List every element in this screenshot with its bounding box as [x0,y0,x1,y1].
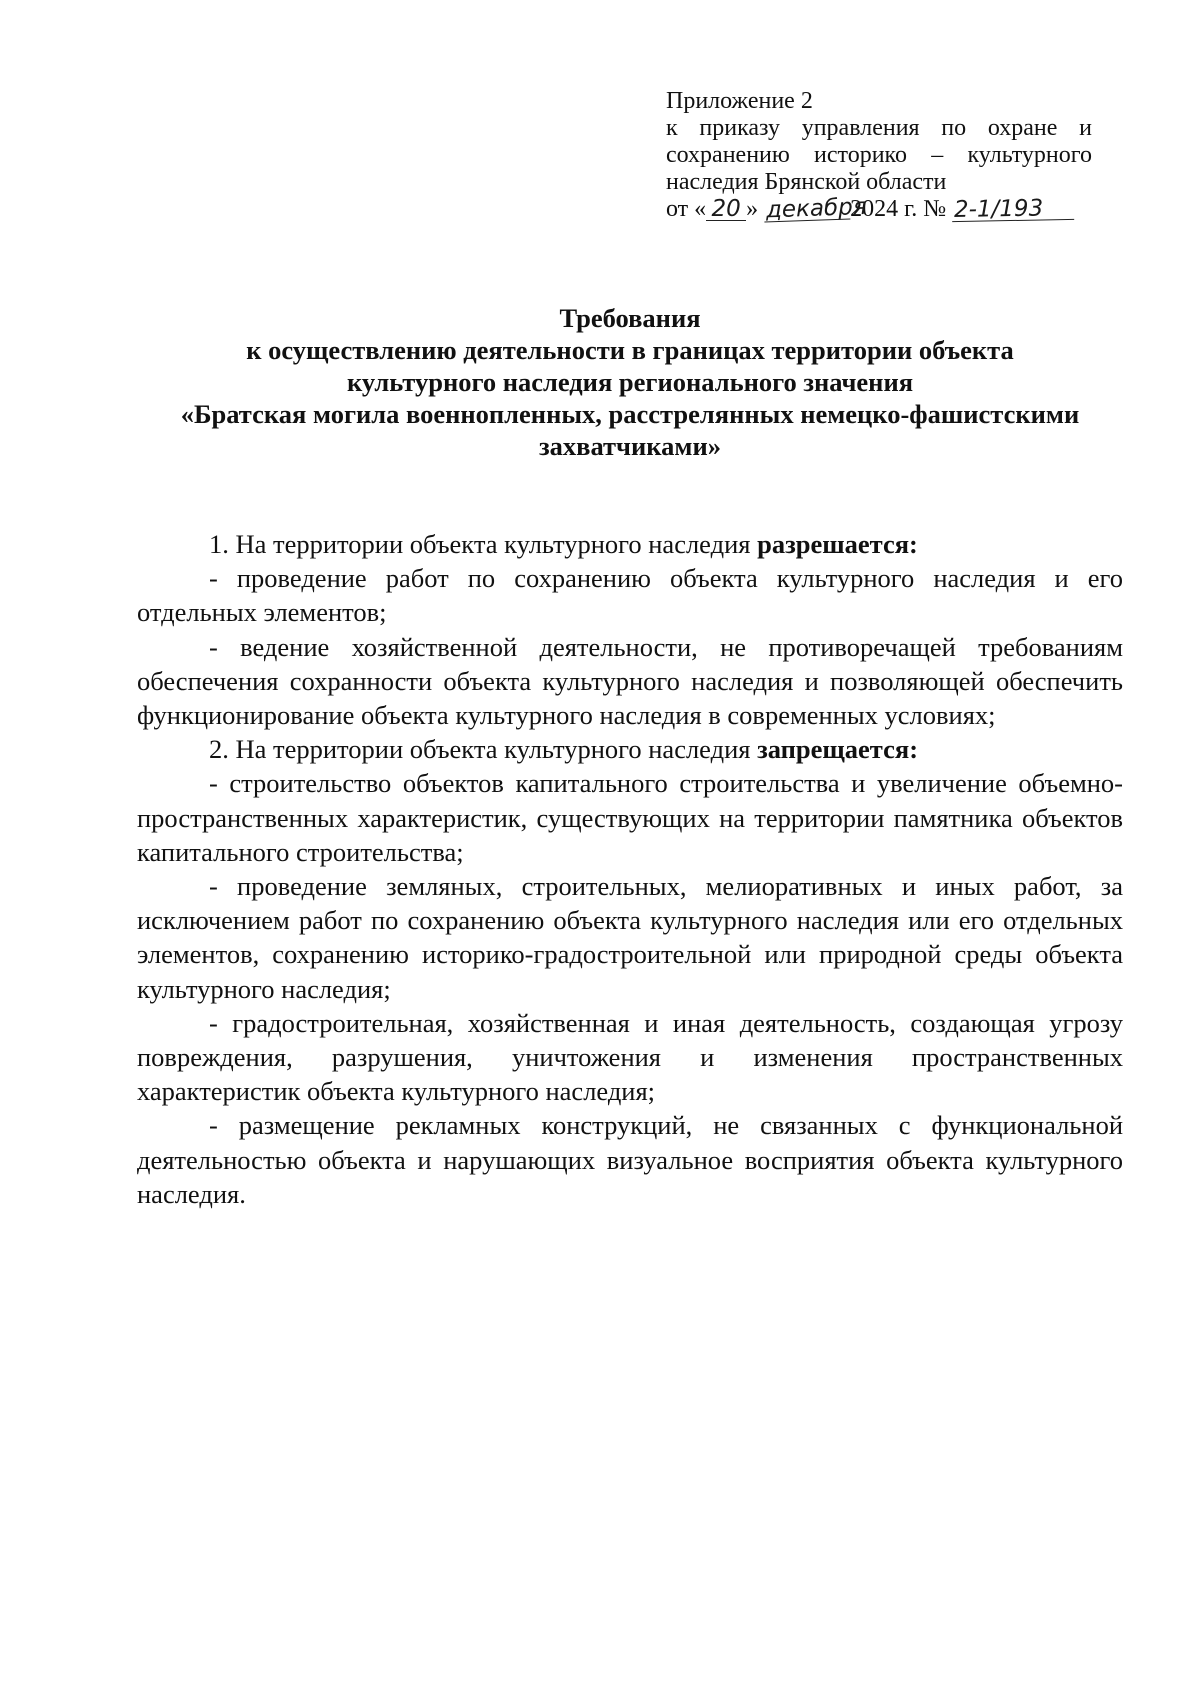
date-year: 2024 г. № [850,196,947,222]
appendix-line-1: к приказу управления по охране и [666,115,1092,141]
title-line-1: Требования [559,303,701,333]
section-1-heading-bold: разрешается: [757,529,918,559]
section-2-heading-bold: запрещается: [757,734,919,765]
handwritten-order-number: 2-1/193 [952,197,1074,222]
section-2-item-4: - размещение рекламных конструкций, не связанных с функциональной деятельностью объекта и нарушающих визуальное восприятия объекта культурного наследия. [137,1110,1123,1209]
handwritten-month: декабря [765,193,868,224]
title-line-2: к осуществлению деятельности в границах территории объекта [246,335,1014,365]
title-line-4: «Братская могила военнопленных, расстрелянных немецко-фашистскими [180,399,1080,429]
section-2-item-2: - проведение земляных, строительных, мелиоративных и иных работ, за исключением работ по сохранению объекта культурного наследия или его отдельных элементов, сохранению историко-градостроительной или природной среды объекта культурного наследия; [137,871,1123,1004]
title-line-3: культурного наследия регионального значения [346,367,914,397]
section-1-heading-text: 1. На территории объекта культурного наследия [209,529,758,559]
date-mid: » [746,196,759,222]
date-prefix: от « [666,196,707,222]
section-1-item-1: - проведение работ по сохранению объекта культурного наследия и его отдельных элементов; [137,563,1123,628]
section-1-item-2: - ведение хозяйственной деятельности, не противоречащей требованиям обеспечения сохранности объекта культурного наследия и позволяющей обеспечить функционирование объекта культурного наследия в современных условиях; [137,631,1123,731]
appendix-block [666,88,1092,223]
section-1-heading [137,527,1123,561]
document-title [120,302,1140,462]
section-2-heading [137,732,1123,766]
document-body [137,527,1123,1211]
appendix-line-2: сохранению историко – культурного [666,142,1092,168]
section-2-heading-text: 2. На территории объекта культурного наследия [209,734,758,765]
title-line-5: захватчиками» [539,431,721,461]
appendix-title: Приложение 2 [666,88,813,114]
section-2-item-1: - строительство объектов капитального строительства и увеличение объемно-пространственных характеристик, существующих на территории памятника объектов капитального строительства; [137,768,1123,867]
order-date-line [666,193,1092,224]
appendix-line-3: наследия Брянской области [666,169,947,195]
handwritten-day: 20 [706,198,746,221]
section-2-item-3: - градостроительная, хозяйственная и иная деятельность, создающая угрозу повреждения, разрушения, уничтожения и изменения пространственных характеристик объекта культурного наследия; [137,1007,1123,1107]
